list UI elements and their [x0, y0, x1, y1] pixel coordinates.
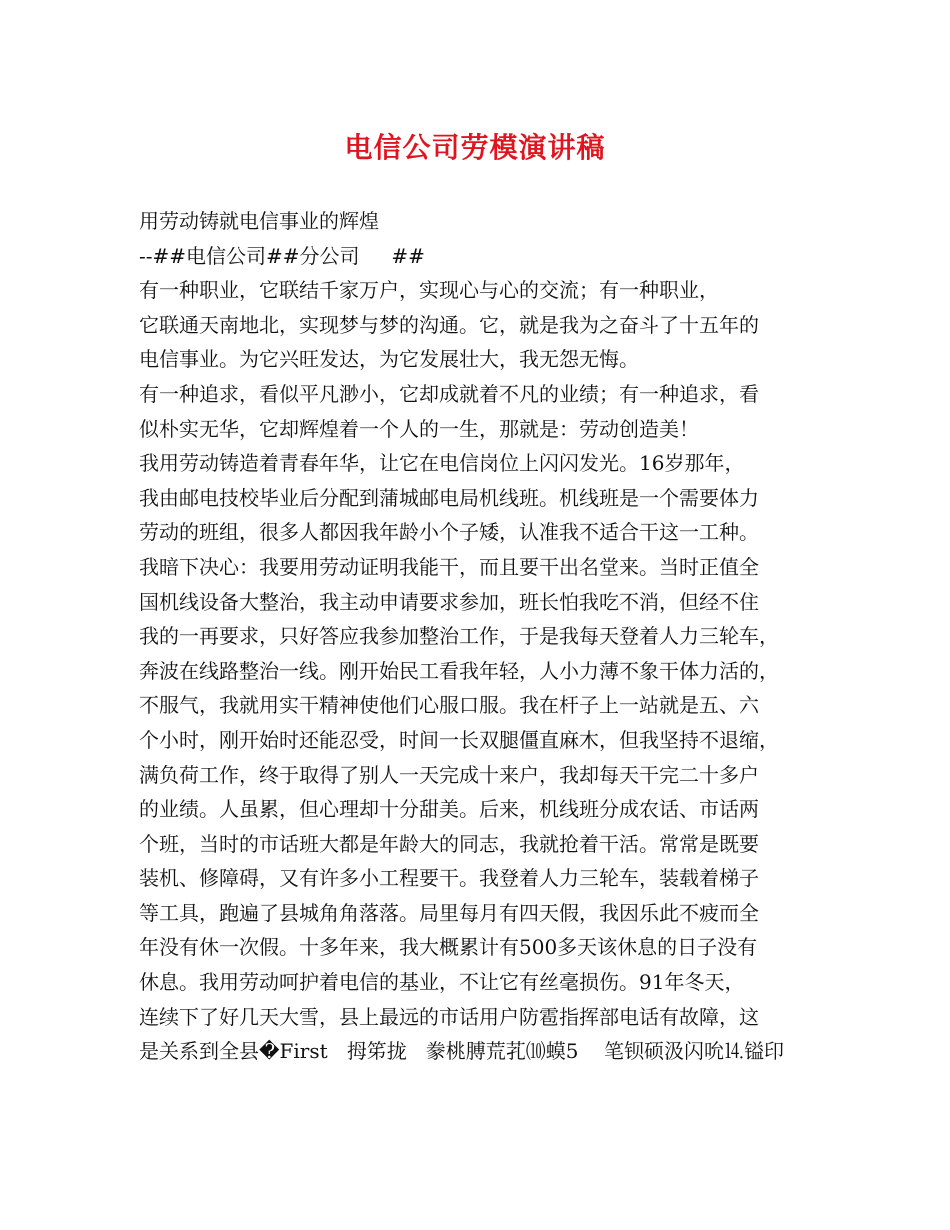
paragraph-line: 装机、修障碍，又有许多小工程要干。我登着人力三轮车，装载着梯子	[139, 866, 759, 891]
paragraph-line: 劳动的班组，很多人都因我年龄小个子矮，认准我不适合干这一工种。	[139, 520, 759, 545]
page-title: 电信公司劳模演讲稿	[344, 131, 606, 164]
paragraph-line: 我用劳动铸造着青春年华，让它在电信岗位上闪闪发光。16岁那年，	[139, 451, 745, 476]
paragraph-line: 有一种追求，看似平凡渺小，它却成就着不凡的业绩；有一种追求，看	[139, 381, 759, 406]
paragraph-line: 它联通天南地北，实现梦与梦的沟通。它，就是我为之奋斗了十五年的	[139, 312, 759, 337]
paragraph-line: 似朴实无华，它却辉煌着一个人的一生，那就是：劳动创造美！	[139, 416, 699, 441]
paragraph-line: 年没有休一次假。十多年来，我大概累计有500多天该休息的日子没有	[139, 935, 758, 960]
paragraph-line: 我的一再要求，只好答应我参加整治工作，于是我每天登着人力三轮车，	[139, 624, 779, 649]
paragraph-line: 满负荷工作，终于取得了别人一天完成十来户，我却每天干完二十多户	[139, 762, 759, 787]
paragraph-line: 我由邮电技校毕业后分配到蒲城邮电局机线班。机线班是一个需要体力	[139, 485, 759, 510]
paragraph-line: 奔波在线路整治一线。刚开始民工看我年轻，人小力薄不象干体力活的，	[139, 658, 779, 683]
paragraph-line: 是关系到全县�First 拇笫拢 豢桃膊荒芤⑽蟆5 笔钡硕汲闪吮⒕镒印	[139, 1039, 784, 1064]
paragraph-line: 个班，当时的市话班大都是年龄大的同志，我就抢着干活。常常是既要	[139, 831, 759, 856]
paragraph-line: 国机线设备大整治，我主动申请要求参加，班长怕我吃不消，但经不住	[139, 589, 759, 614]
paragraph-line: 等工具，跑遍了县城角角落落。局里每月有四天假，我因乐此不疲而全	[139, 900, 759, 925]
paragraph-line: 休息。我用劳动呵护着电信的基业，不让它有丝毫损伤。91年冬天，	[139, 970, 745, 995]
paragraph-line: 的业绩。人虽累，但心理却十分甜美。后来，机线班分成农话、市话两	[139, 797, 759, 822]
subtitle: 用劳动铸就电信事业的辉煌	[139, 209, 379, 233]
paragraph-line: 个小时，刚开始时还能忍受，时间一长双腿僵直麻木，但我坚持不退缩，	[139, 727, 779, 752]
paragraph-line: 电信事业。为它兴旺发达，为它发展壮大，我无怨无悔。	[139, 347, 639, 372]
paragraph-line: 有一种职业，它联结千家万户，实现心与心的交流；有一种职业，	[139, 278, 719, 303]
paragraph-line: 不服气，我就用实干精神使他们心服口服。我在杆子上一站就是五、六	[139, 693, 759, 718]
document-body	[139, 204, 819, 1069]
paragraph-line: 我暗下决心：我要用劳动证明我能干，而且要干出名堂来。当时正值全	[139, 554, 759, 579]
byline: --##电信公司##分公司 ##	[139, 243, 425, 268]
paragraph-line: 连续下了好几天大雪，县上最远的市话用户防雹指挥部电话有故障，这	[139, 1004, 759, 1029]
